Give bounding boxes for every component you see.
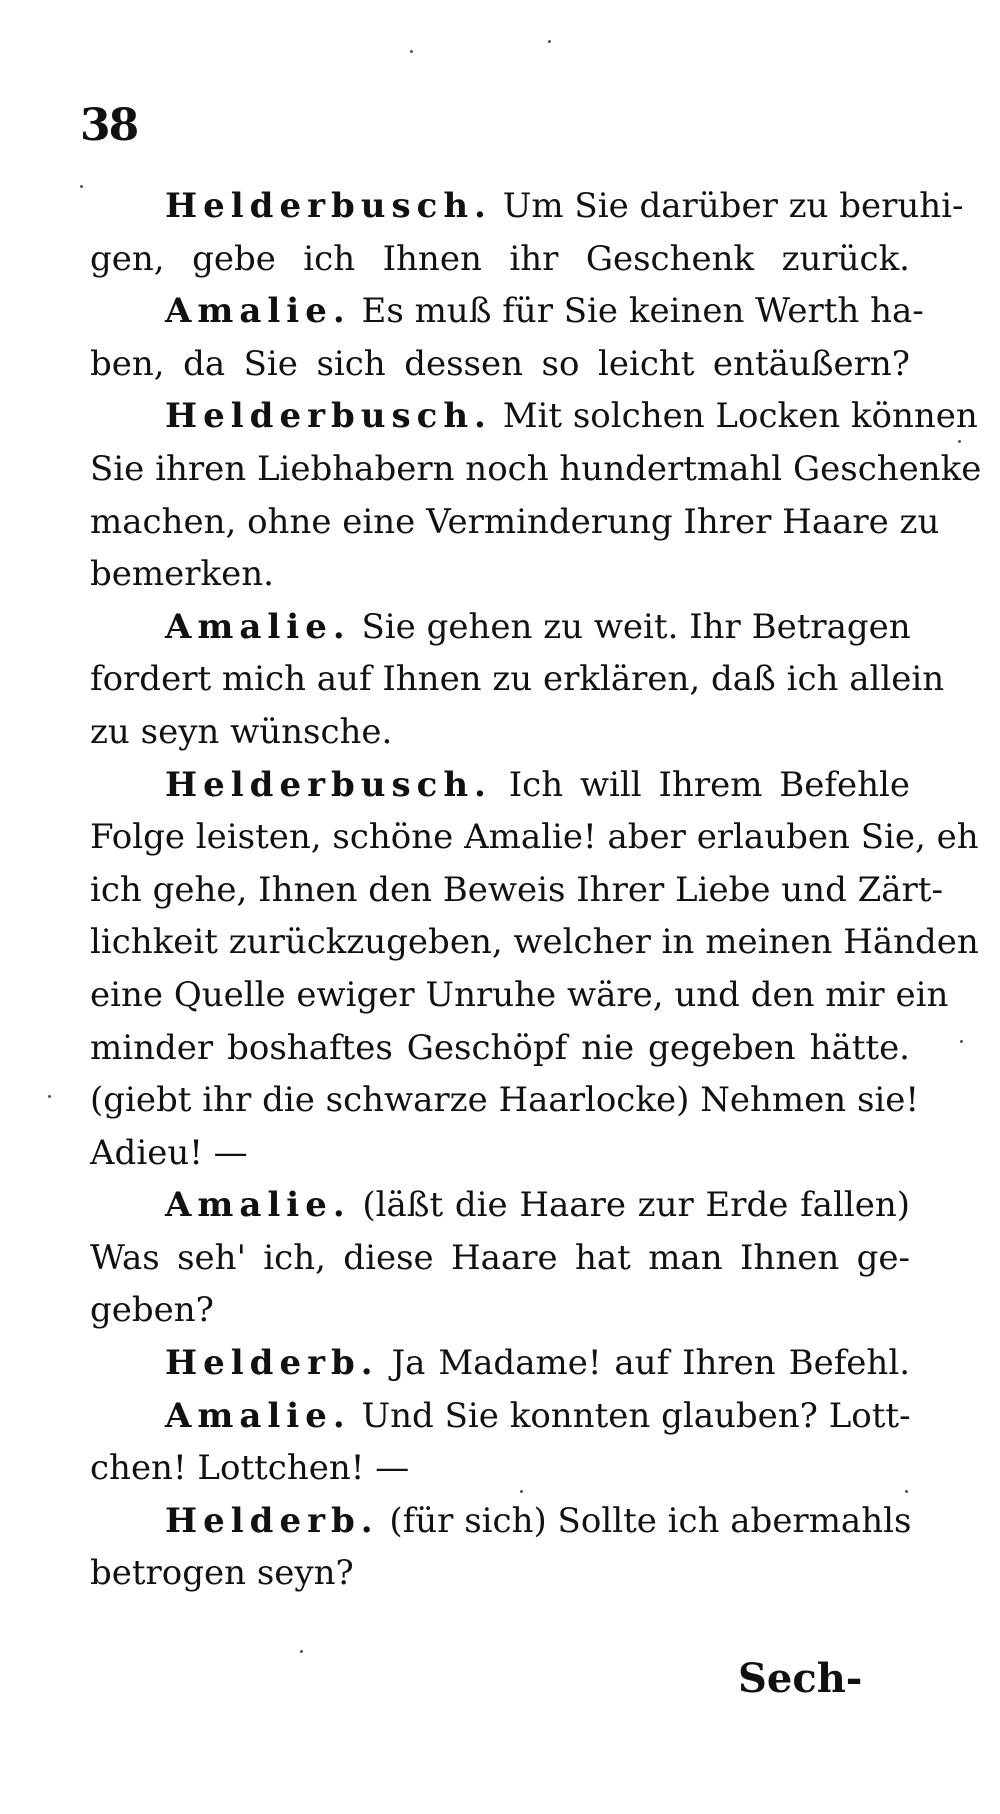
text-line — [90, 233, 910, 286]
scan-speck — [958, 440, 961, 443]
text-line — [90, 1337, 910, 1390]
text-line — [90, 1547, 910, 1600]
speaker-name: Amalie. — [165, 606, 351, 647]
line-text: (für sich) Sollte ich abermahls — [378, 1500, 912, 1541]
speaker-name: Amalie. — [165, 1395, 351, 1436]
line-text: Ja Madame! auf Ihren Befehl. — [378, 1343, 910, 1384]
line-text: bemerken. — [90, 554, 274, 595]
line-text: eine Quelle ewiger Unruhe wäre, und den mir ein — [90, 974, 949, 1015]
scan-speck — [520, 1490, 523, 1493]
scan-speck — [905, 1490, 908, 1493]
speaker-name: Helderbusch. — [165, 186, 492, 226]
line-text: Mit solchen Locken können — [491, 396, 978, 437]
line-text: Sie ihren Liebhabern noch hundertmahl Geschenke — [90, 448, 982, 489]
speaker-name: Helderbusch. — [165, 396, 492, 437]
scan-speck — [960, 1040, 963, 1043]
page-number: 38 — [80, 100, 138, 151]
line-text: geben? — [90, 1290, 214, 1331]
text-line — [90, 1022, 910, 1075]
line-text: gen, gebe ich Ihnen ihr Geschenk zurück. — [90, 238, 910, 279]
text-line — [90, 811, 979, 864]
text-line — [90, 653, 945, 706]
speaker-name: Helderb. — [165, 1343, 379, 1384]
line-text: chen! Lottchen! — — [90, 1448, 410, 1489]
speaker-name: Helderbusch. — [165, 764, 492, 805]
text-line — [90, 285, 924, 338]
scan-speck — [48, 1095, 51, 1098]
scan-speck — [300, 1650, 303, 1653]
line-text: minder boshaftes Geschöpf nie gegeben hätte. — [90, 1027, 910, 1068]
line-text: Adieu! — — [90, 1132, 248, 1173]
text-line — [90, 916, 979, 969]
line-text: Ich will Ihrem Befehle — [491, 764, 910, 805]
line-text: Was seh' ich, diese Haare hat man Ihnen ge- — [90, 1237, 910, 1278]
line-text: betrogen seyn? — [90, 1553, 354, 1594]
text-line — [90, 443, 982, 496]
line-text: (giebt ihr die schwarze Haarlocke) Nehmen sie! — [90, 1080, 920, 1121]
line-text: ich gehe, Ihnen den Beweis Ihrer Liebe und Zärt- — [90, 869, 943, 910]
text-line — [90, 706, 910, 759]
speaker-name: Amalie. — [165, 291, 351, 332]
text-line — [90, 548, 910, 601]
line-text: Sie gehen zu weit. Ihr Betragen — [350, 606, 911, 647]
text-line — [90, 1127, 910, 1180]
line-text: ben, da Sie sich dessen so leicht entäußern? — [90, 343, 910, 384]
text-line — [90, 1074, 920, 1127]
line-text: fordert mich auf Ihnen zu erklären, daß ich allein — [90, 659, 945, 700]
text-line — [90, 1232, 910, 1285]
line-text: (läßt die Haare zur Erde fallen) — [350, 1185, 910, 1226]
scan-speck — [410, 50, 413, 53]
line-text: lichkeit zurückzugeben, welcher in meinen Händen — [90, 922, 979, 963]
text-line — [90, 1390, 910, 1443]
dialogue-text — [90, 180, 982, 1600]
line-text: Und Sie konnten glauben? Lott- — [350, 1395, 911, 1436]
text-line — [90, 1179, 910, 1232]
line-text: Es muß für Sie keinen Werth ha- — [350, 291, 924, 332]
text-line — [90, 1495, 910, 1548]
speaker-name: Helderb. — [165, 1500, 379, 1541]
text-line — [90, 496, 940, 549]
line-text: zu seyn wünsche. — [90, 711, 393, 752]
text-line — [90, 338, 910, 391]
scan-speck — [80, 185, 83, 188]
text-line — [90, 1442, 910, 1495]
text-line — [90, 1284, 910, 1337]
catchword: Sech- — [738, 1655, 863, 1702]
line-text: machen, ohne eine Verminderung Ihrer Haare zu — [90, 501, 940, 542]
text-line — [90, 864, 943, 917]
line-text: Folge leisten, schöne Amalie! aber erlauben Sie, eh — [90, 817, 979, 858]
text-line — [90, 601, 910, 654]
speaker-name: Amalie. — [165, 1185, 351, 1226]
text-line — [90, 759, 910, 812]
text-line — [90, 390, 978, 443]
line-text: Um Sie darüber zu beruhi- — [491, 186, 964, 226]
text-line — [90, 969, 949, 1022]
text-line — [90, 180, 964, 233]
scan-speck — [548, 40, 551, 43]
